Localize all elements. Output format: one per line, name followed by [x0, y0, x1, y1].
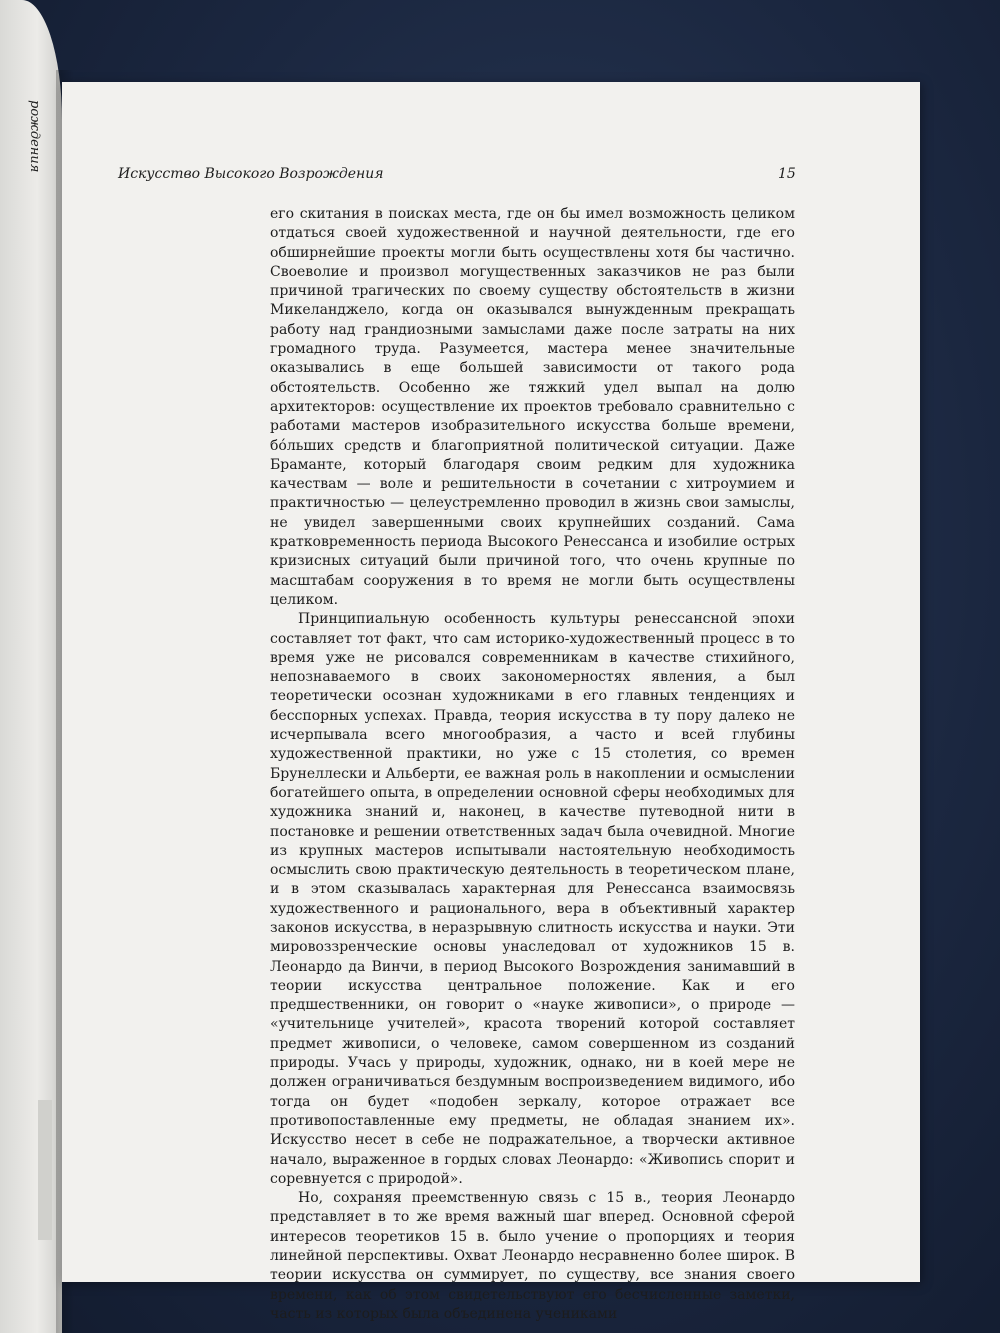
left-page	[0, 0, 62, 1333]
paragraph-2: Принципиальную особенность культуры ренессансной эпохи составляет тот факт, что сам историко-художественный процесс в то время уже не рисовался современникам в качестве стихийного, непознаваемого в своих закономерностях явления, а был теоретически осознан художниками в его главных тенденциях и бесспорных успехах. Правда, теория искусства в ту пору далеко не исчерпывала всего многообразия, а часто и всей глубины художественной практики, но уже с 15 столетия, со времен Брунеллески и Альберти, ее важная роль в накоплении и осмыслении богатейшего опыта, в определении основной сферы необходимых для художника знаний и, наконец, в качестве путеводной нити в постановке и решении ответственных задач была очевидной. Многие из крупных мастеров испытывали настоятельную необходимость осмыслить свою практическую деятельность в теоретическом плане, и в этом сказывалась характерная для Ренессанса взаимосвязь художественного и рационального, вера в объективный характер законов искусства, в неразрывную слитность искусства и науки. Эти мировоззренческие основы унаследовал от художников 15 в. Леонардо да Винчи, в период Высокого Возрождения занимавший в теории искусства центральное положение. Как и его предшественники, он говорит о «науке живописи», о природе — «учительнице учителей», красота творений которой составляет предмет живописи, о человеке, самом совершенном из созданий природы. Учась у природы, художник, однако, ни в коей мере не должен ограничиваться бездумным воспроизведением видимого, ибо тогда он будет «подобен зеркалу, которое отражает все противопоставленные ему предметы, не обладая знанием их». Искусство несет в себе не подражательное, а творчески активное начало, выраженное в гордых словах Леонардо: «Живопись спорит и соревнуется с природой».	[270, 611, 795, 1187]
left-page-edge-text: рождения	[27, 100, 42, 173]
body-text	[270, 205, 795, 1324]
page-edge-tab	[38, 1100, 52, 1240]
book-page	[62, 82, 920, 1322]
paragraph-3: Но, сохраняя преемственную связь с 15 в., теория Леонардо представляет в то же время важный шаг вперед. Основной сферой интересов теоретиков 15 в. было учение о пропорциях и теория линейной перспективы. Охват Леонардо несравненно более широк. В теории искусства он суммирует, по существу, все знания своего времени, как об этом свидетельствуют его бесчисленные заметки, часть из которых была объединена учениками	[270, 1190, 795, 1322]
page-number: 15	[778, 166, 796, 182]
running-title: Искусство Высокого Возрождения	[118, 166, 384, 182]
page-header	[118, 166, 818, 188]
paragraph-1: его скитания в поисках места, где он бы имел возможность целиком отдаться своей художественной и научной деятельности, где его обширнейшие проекты могли быть осуществлены хотя бы частично. Своеволие и произвол могущественных заказчиков не раз были причиной трагических по своему существу обстоятельств в жизни Микеланджело, когда он оказывался вынужденным прекращать работу над грандиозными замыслами даже после затраты на них громадного труда. Разумеется, мастера менее значительные оказывались в еще большей зависимости от такого рода обстоятельств. Особенно же тяжкий удел выпал на долю архитекторов: осуществление их проектов требовало сравнительно с работами мастеров изобразительного искусства больше времени, бóльших средств и благоприятной политической ситуации. Даже Браманте, который благодаря своим редким для художника качествам — воле и решительности в сочетании с хитроумием и практичностью — целеустремленно проводил в жизнь свои замыслы, не увидел завершенными своих крупнейших созданий. Сама кратковременность периода Высокого Ренессанса и изобилие острых кризисных ситуаций были причиной того, что очень крупные по масштабам сооружения в то время не могли быть осуществлены целиком.	[270, 206, 795, 608]
